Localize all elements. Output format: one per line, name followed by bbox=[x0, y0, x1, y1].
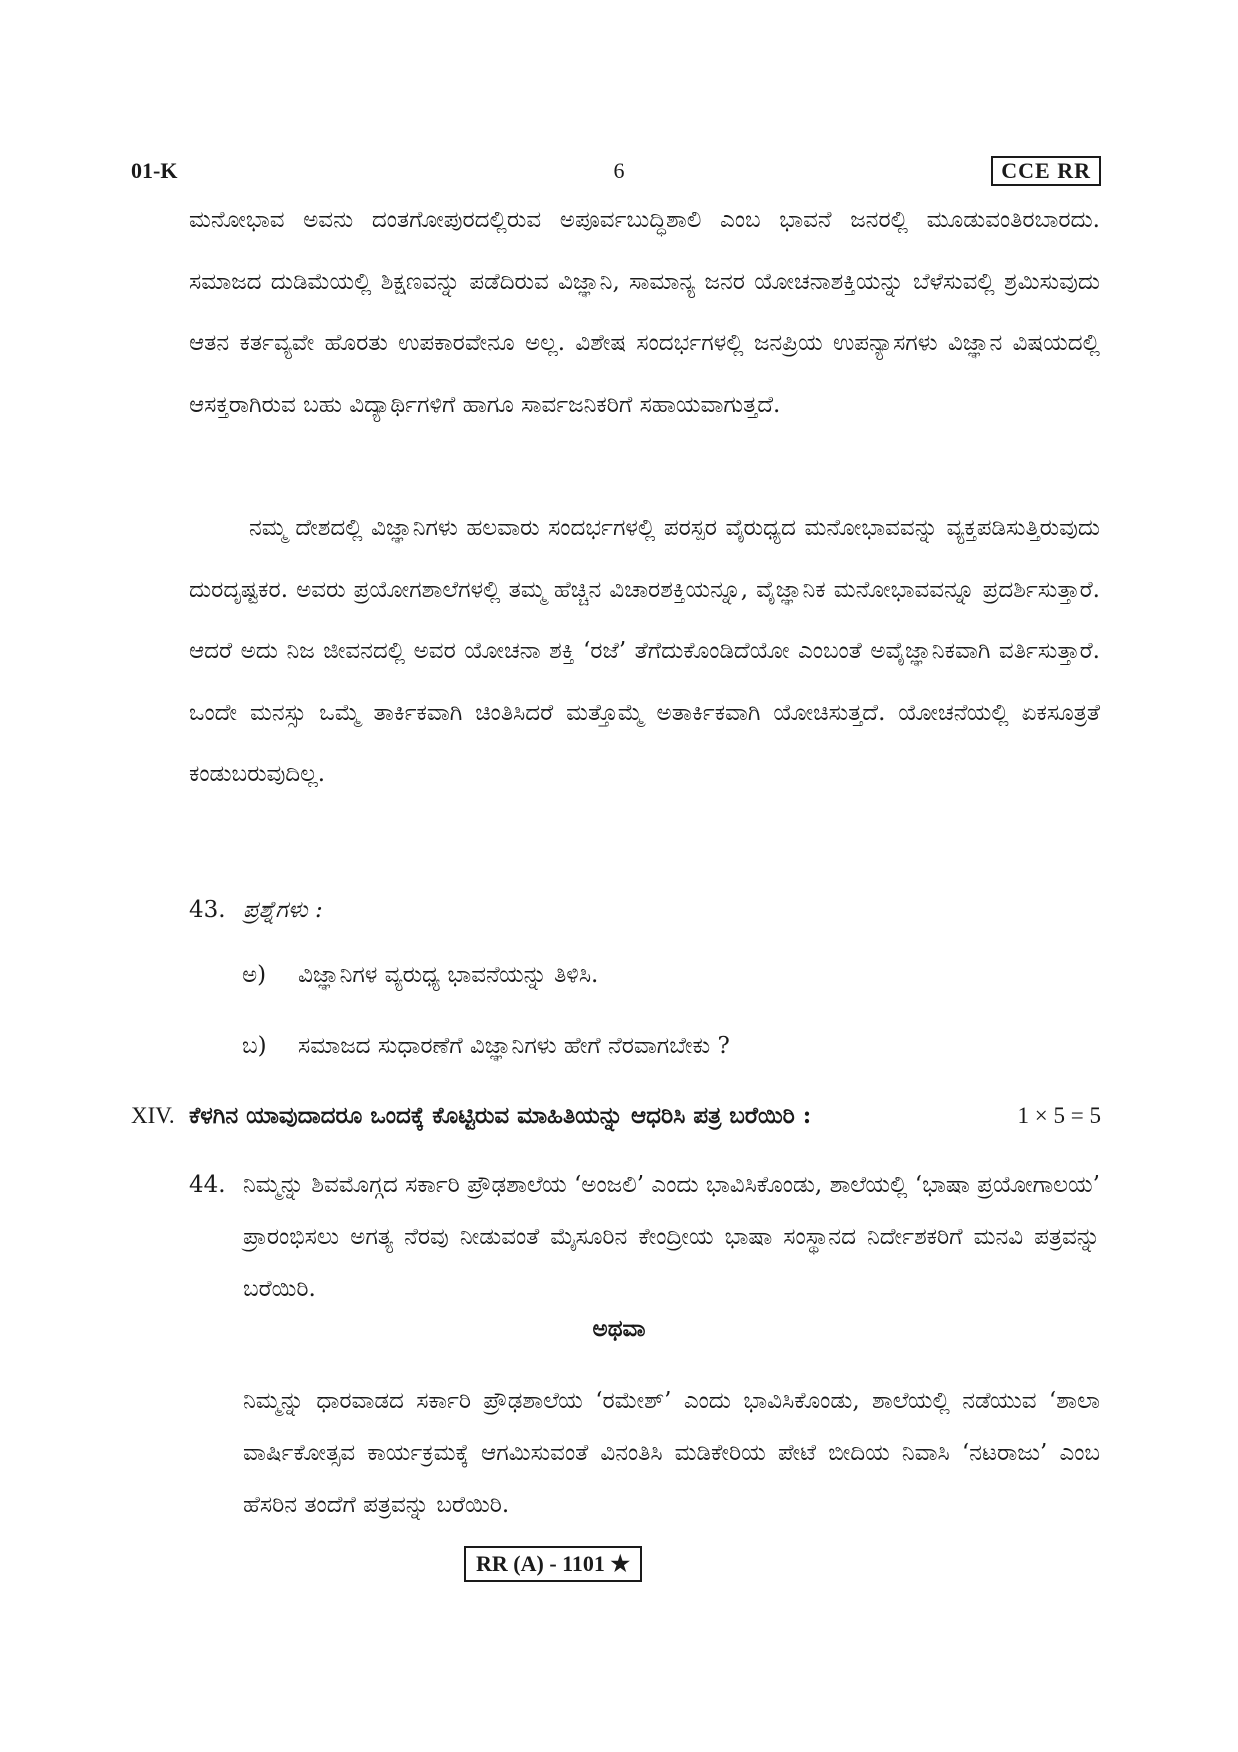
passage-paragraph-2 bbox=[189, 498, 1100, 806]
passage-text: ಮನೋಭಾವ ಅವನು ದಂತಗೋಪುರದಲ್ಲಿರುವ ಅಪೂರ್ವಬುದ್ಧಿಶಾಲಿ ಎಂಬ ಭಾವನೆ ಜನರಲ್ಲಿ ಮೂಡುವಂತಿರಬಾರದು. ಸಮಾಜದ ದುಡಿಮೆಯಲ್ಲಿ ಶಿಕ್ಷಣವನ್ನು ಪಡೆದಿರುವ ವಿಜ್ಞಾನಿ, ಸಾಮಾನ್ಯ ಜನರ ಯೋಚನಾಶಕ್ತಿಯನ್ನು ಬೆಳೆಸುವಲ್ಲಿ ಶ್ರಮಿಸುವುದು ಆತನ ಕರ್ತವ್ಯವೇ ಹೊರತು ಉಪಕಾರವೇನೂ ಅಲ್ಲ. ವಿಶೇಷ ಸಂದರ್ಭಗಳಲ್ಲಿ ಜನಪ್ರಿಯ ಉಪನ್ಯಾಸಗಳು ವಿಜ್ಞಾನ ವಿಷಯದಲ್ಲಿ ಆಸಕ್ತರಾಗಿರುವ ಬಹು ವಿದ್ಯಾರ್ಥಿಗಳಿಗೆ ಹಾಗೂ ಸಾರ್ವಜನಿಕರಿಗೆ ಸಹಾಯವಾಗುತ್ತದೆ. bbox=[189, 207, 1100, 418]
section-marks: 1 × 5 = 5 bbox=[1017, 1103, 1101, 1128]
question-number: 43. bbox=[189, 897, 226, 923]
question-number: 44. bbox=[189, 1172, 226, 1198]
question-43-a bbox=[242, 955, 598, 995]
passage-text: ನಮ್ಮ ದೇಶದಲ್ಲಿ ವಿಜ್ಞಾನಿಗಳು ಹಲವಾರು ಸಂದರ್ಭಗಳಲ್ಲಿ ಪರಸ್ಪರ ವೈರುಧ್ಯದ ಮನೋಭಾವವನ್ನು ವ್ಯಕ್ತಪಡಿಸುತ್ತಿರುವುದು ದುರದೃಷ್ಟಕರ. ಅವರು ಪ್ರಯೋಗಶಾಲೆಗಳಲ್ಲಿ ತಮ್ಮ ಹೆಚ್ಚಿನ ವಿಚಾರಶಕ್ತಿಯನ್ನೂ, ವೈಜ್ಞಾನಿಕ ಮನೋಭಾವವನ್ನೂ ಪ್ರದರ್ಶಿಸುತ್ತಾರೆ. ಆದರೆ ಅದು ನಿಜ ಜೀವನದಲ್ಲಿ ಅವರ ಯೋಚನಾ ಶಕ್ತಿ ‘ರಜೆ’ ತೆಗೆದುಕೊಂಡಿದೆಯೋ ಎಂಬಂತೆ ಅವೈಜ್ಞಾನಿಕವಾಗಿ ವರ್ತಿಸುತ್ತಾರೆ. ಒಂದೇ ಮನಸ್ಸು ಒಮ್ಮೆ ತಾರ್ಕಿಕವಾಗಿ ಚಿಂತಿಸಿದರೆ ಮತ್ತೊಮ್ಮೆ ಅತಾರ್ಕಿಕವಾಗಿ ಯೋಚಿಸುತ್ತದೆ. ಯೋಚನೆಯಲ್ಲಿ ಏಕಸೂತ್ರತೆ ಕಂಡುಬರುವುದಿಲ್ಲ. bbox=[189, 515, 1100, 787]
question-43 bbox=[189, 890, 323, 930]
or-separator: ಅಥವಾ bbox=[592, 1315, 646, 1342]
section-number: XIV. bbox=[131, 1103, 175, 1128]
alternative-question-text: ನಿಮ್ಮನ್ನು ಧಾರವಾಡದ ಸರ್ಕಾರಿ ಪ್ರೌಢಶಾಲೆಯ ‘ರಮೇಶ್’ ಎಂದು ಭಾವಿಸಿಕೊಂಡು, ಶಾಲೆಯಲ್ಲಿ ನಡೆಯುವ ‘ಶಾಲಾ ವಾರ್ಷಿಕೋತ್ಸವ ಕಾರ್ಯಕ್ರಮಕ್ಕೆ ಆಗಮಿಸುವಂತೆ ವಿನಂತಿಸಿ ಮಡಿಕೇರಿಯ ಪೇಟೆ ಬೀದಿಯ ನಿವಾಸಿ ‘ನಟರಾಜು’ ಎಂಬ ಹೆಸರಿನ ತಂದೆಗೆ ಪತ್ರವನ್ನು ಬರೆಯಿರಿ. bbox=[243, 1388, 1100, 1518]
section-title: ಕೆಳಗಿನ ಯಾವುದಾದರೂ ಒಂದಕ್ಕೆ ಕೊಟ್ಟಿರುವ ಮಾಹಿತಿಯನ್ನು ಆಧರಿಸಿ ಪತ್ರ ಬರೆಯಿರಿ : bbox=[189, 1102, 812, 1129]
question-44 bbox=[189, 1159, 1100, 1315]
page-number: 6 bbox=[613, 158, 625, 183]
paper-code: 01-K bbox=[131, 158, 178, 183]
section-xiv-heading bbox=[131, 1096, 1101, 1136]
sub-question-text: ವಿಜ್ಞಾನಿಗಳ ವ್ಯರುಧ್ಯ ಭಾವನೆಯನ್ನು ತಿಳಿಸಿ. bbox=[298, 962, 599, 988]
sub-question-text: ಸಮಾಜದ ಸುಧಾರಣೆಗೆ ವಿಜ್ಞಾನಿಗಳು ಹೇಗೆ ನೆರವಾಗಬೇಕು ? bbox=[298, 1033, 730, 1059]
sub-question-marker: ಅ) bbox=[242, 962, 267, 988]
series-badge: CCE RR bbox=[991, 156, 1101, 186]
sub-question-marker: ಬ) bbox=[242, 1033, 267, 1059]
passage-paragraph-1 bbox=[189, 190, 1100, 436]
question-text: ನಿಮ್ಮನ್ನು ಶಿವಮೊಗ್ಗದ ಸರ್ಕಾರಿ ಪ್ರೌಢಶಾಲೆಯ ‘ಅಂಜಲಿ’ ಎಂದು ಭಾವಿಸಿಕೊಂಡು, ಶಾಲೆಯಲ್ಲಿ ‘ಭಾಷಾ ಪ್ರಯೋಗಾಲಯ’ ಪ್ರಾರಂಭಿಸಲು ಅಗತ್ಯ ನೆರವು ನೀಡುವಂತೆ ಮೈಸೂರಿನ ಕೇಂದ್ರೀಯ ಭಾಷಾ ಸಂಸ್ಥಾನದ ನಿರ್ದೇಶಕರಿಗೆ ಮನವಿ ಪತ್ರವನ್ನು ಬರೆಯಿರಿ. bbox=[243, 1172, 1100, 1302]
questions-label: ಪ್ರಶ್ನೆಗಳು : bbox=[243, 897, 323, 923]
footer-code-box: RR (A) - 1101 ★ bbox=[464, 1546, 642, 1582]
question-43-b bbox=[242, 1026, 730, 1066]
